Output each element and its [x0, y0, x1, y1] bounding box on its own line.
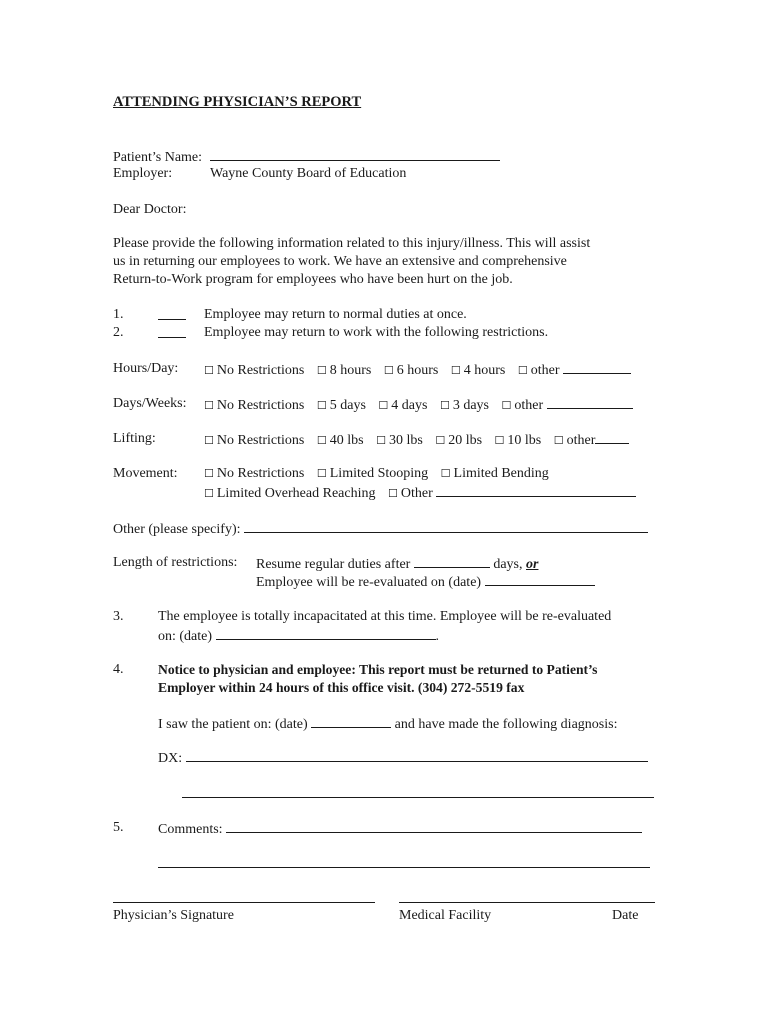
item-3-line-1: The employee is totally incapacitated at this time. Employee will be re-evaluated — [158, 609, 612, 624]
item-1-blank[interactable] — [158, 306, 186, 320]
reevaluate-date-field[interactable] — [485, 572, 595, 586]
movement-option-stooping[interactable]: ☐ Limited Stooping — [316, 466, 429, 481]
lifting-option-10[interactable]: ☐ 10 lbs — [494, 433, 542, 448]
item-2-number: 2. — [113, 325, 124, 340]
dx-label: DX: — [158, 751, 183, 766]
checkbox-icon: ☐ — [204, 364, 214, 377]
days-label: Days/Weeks: — [113, 396, 187, 411]
notice-line-2: Employer within 24 hours of this office visit. (304) 272-5519 fax — [158, 680, 525, 695]
hours-option-8[interactable]: ☐ 8 hours — [316, 363, 372, 378]
hours-option-other[interactable]: ☐ other — [518, 363, 631, 378]
checkbox-icon: ☐ — [204, 399, 214, 412]
days-option-4[interactable]: ☐ 4 days — [378, 398, 428, 413]
dx-row — [158, 748, 648, 767]
facility-date-line[interactable] — [399, 902, 655, 903]
notice-line-1: Notice to physician and employee: This report must be returned to Patient’s — [158, 662, 598, 677]
checkbox-icon: ☐ — [450, 364, 461, 377]
item-3-line-2: on: (date) . — [158, 626, 439, 645]
movement-option-overhead[interactable]: ☐ Limited Overhead Reaching — [204, 486, 376, 501]
checkbox-icon: ☐ — [553, 434, 564, 447]
days-option-none[interactable]: ☐ No Restrictions — [204, 398, 305, 413]
lifting-label: Lifting: — [113, 431, 156, 446]
comments-label: Comments: — [158, 822, 223, 837]
visit-date-field[interactable] — [311, 714, 391, 728]
checkbox-icon: ☐ — [501, 399, 512, 412]
checkbox-icon: ☐ — [387, 487, 398, 500]
physician-signature-line[interactable] — [113, 902, 375, 903]
hours-option-none[interactable]: ☐ No Restrictions — [204, 363, 305, 378]
movement-option-bending[interactable]: ☐ Limited Bending — [440, 466, 549, 481]
saw-patient-row: I saw the patient on: (date) and have made the following diagnosis: — [158, 714, 617, 733]
comments-row — [158, 819, 642, 838]
length-line-2: Employee will be re-evaluated on (date) — [256, 572, 595, 591]
checkbox-icon: ☐ — [378, 399, 389, 412]
intro-line-3: Return-to-Work program for employees who have been hurt on the job. — [113, 272, 513, 287]
hours-options — [204, 360, 631, 379]
checkbox-icon: ☐ — [435, 434, 446, 447]
medical-facility-label: Medical Facility — [399, 908, 492, 923]
date-label: Date — [612, 908, 639, 923]
days-option-other[interactable]: ☐ other — [502, 398, 633, 413]
checkbox-icon: ☐ — [316, 467, 327, 480]
other-label: Other (please specify): — [113, 522, 241, 537]
lifting-option-none[interactable]: ☐ No Restrictions — [204, 433, 305, 448]
physician-signature-label: Physician’s Signature — [113, 908, 234, 923]
or-label: or — [526, 557, 539, 572]
movement-label: Movement: — [113, 466, 178, 481]
salutation: Dear Doctor: — [113, 202, 187, 217]
patient-name-label: Patient’s Name: — [113, 150, 203, 165]
employer-value: Wayne County Board of Education — [210, 166, 407, 181]
checkbox-icon: ☐ — [494, 434, 505, 447]
length-label: Length of restrictions: — [113, 555, 238, 570]
movement-option-other[interactable]: ☐ Other — [388, 486, 636, 501]
movement-row-2 — [204, 483, 636, 502]
incapacitated-date-field[interactable] — [216, 626, 436, 640]
comments-field-line-2[interactable] — [158, 867, 650, 868]
diagnosis-field[interactable] — [186, 748, 648, 762]
item-3-number: 3. — [113, 609, 124, 624]
checkbox-icon: ☐ — [204, 467, 214, 480]
patient-name-field[interactable] — [210, 147, 500, 161]
other-field[interactable] — [244, 519, 648, 533]
employer-label: Employer: — [113, 166, 173, 181]
movement-row-1 — [204, 465, 549, 482]
item-5-number: 5. — [113, 820, 124, 835]
hours-option-4[interactable]: ☐ 4 hours — [450, 363, 506, 378]
intro-line-2: us in returning our employees to work. We have an extensive and comprehensive — [113, 254, 567, 269]
lifting-option-other[interactable]: ☐ other — [554, 433, 630, 448]
checkbox-icon: ☐ — [204, 434, 214, 447]
days-other-field[interactable] — [547, 395, 633, 409]
checkbox-icon: ☐ — [316, 364, 327, 377]
movement-other-field[interactable] — [436, 483, 636, 497]
days-option-5[interactable]: ☐ 5 days — [316, 398, 366, 413]
movement-option-none[interactable]: ☐ No Restrictions — [204, 466, 305, 481]
checkbox-icon: ☐ — [376, 434, 386, 447]
checkbox-icon: ☐ — [383, 364, 394, 377]
item-1-text: Employee may return to normal duties at once. — [204, 307, 467, 322]
checkbox-icon: ☐ — [517, 364, 528, 377]
checkbox-icon: ☐ — [316, 434, 327, 447]
hours-other-field[interactable] — [563, 360, 631, 374]
lifting-options — [204, 430, 629, 449]
patient-name-row — [113, 147, 500, 166]
diagnosis-field-line-2[interactable] — [182, 797, 654, 798]
item-4-number: 4. — [113, 662, 124, 677]
lifting-option-40[interactable]: ☐ 40 lbs — [316, 433, 364, 448]
comments-field[interactable] — [226, 819, 642, 833]
item-1-number: 1. — [113, 307, 124, 322]
intro-line-1: Please provide the following information related to this injury/illness. This will assist — [113, 236, 591, 251]
other-row — [113, 519, 648, 538]
days-options — [204, 395, 633, 414]
item-2-blank[interactable] — [158, 324, 186, 338]
checkbox-icon: ☐ — [439, 399, 450, 412]
lifting-option-20[interactable]: ☐ 20 lbs — [435, 433, 483, 448]
lifting-option-30[interactable]: ☐ 30 lbs — [376, 433, 423, 448]
item-2-text: Employee may return to work with the following restrictions. — [204, 325, 549, 340]
resume-days-field[interactable] — [414, 554, 490, 568]
page-title: ATTENDING PHYSICIAN’S REPORT — [113, 94, 362, 110]
lifting-other-field[interactable] — [595, 430, 629, 444]
days-option-3[interactable]: ☐ 3 days — [439, 398, 490, 413]
checkbox-icon: ☐ — [440, 467, 451, 480]
checkbox-icon: ☐ — [204, 487, 214, 500]
hours-option-6[interactable]: ☐ 6 hours — [383, 363, 439, 378]
length-line-1: Resume regular duties after days, or — [256, 554, 538, 573]
hours-label: Hours/Day: — [113, 361, 179, 376]
checkbox-icon: ☐ — [316, 399, 327, 412]
